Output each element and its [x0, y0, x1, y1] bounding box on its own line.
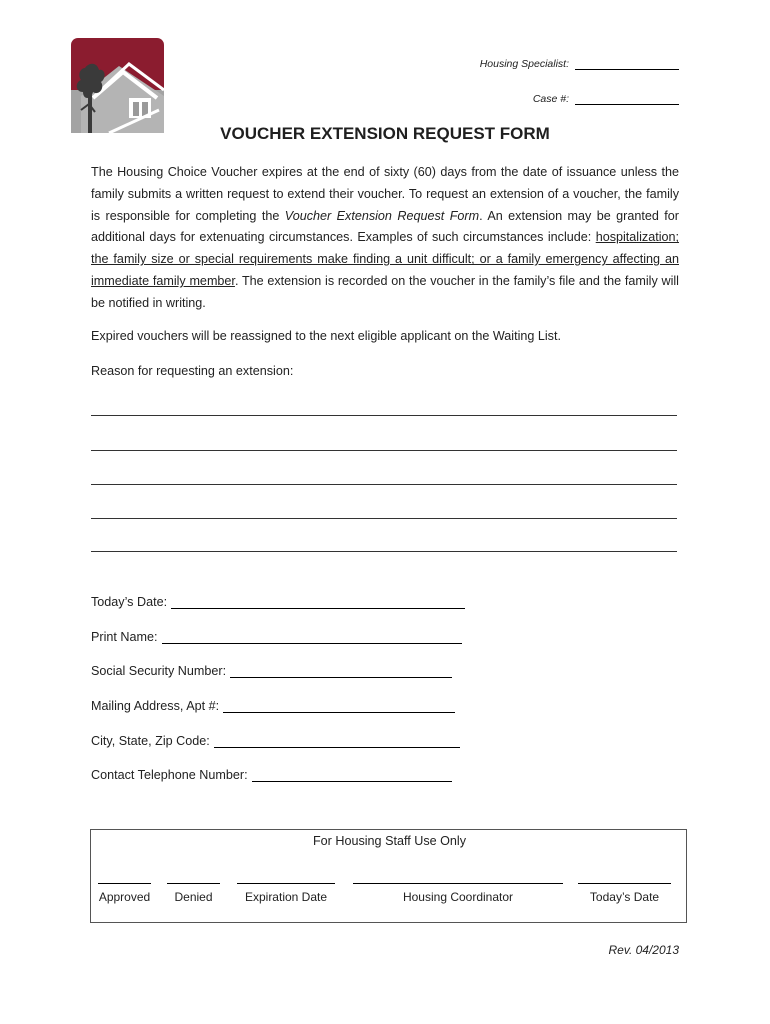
print-name-line[interactable] [162, 629, 462, 644]
intro-text-3: . The extension is recorded on the voucher in the family’s file and the family will be notified in writing. [91, 273, 679, 310]
city-state-zip-field [91, 733, 460, 748]
todays-date-field [91, 594, 465, 609]
contact-phone-line[interactable] [252, 767, 452, 782]
expired-vouchers-note: Expired vouchers will be reassigned to the next eligible applicant on the Waiting List. [91, 329, 561, 343]
intro-text-2: . An extension may be granted for additional days for extenuating circumstances. Examples of such circumstances include: [91, 208, 680, 245]
denied-line[interactable] [167, 883, 220, 884]
reason-line-4[interactable] [91, 518, 677, 519]
reason-line-5[interactable] [91, 551, 677, 552]
house-tree-logo-icon [71, 38, 164, 133]
form-name-text: Voucher Extension Request Form [284, 208, 480, 223]
housing-specialist-line[interactable] [575, 57, 679, 70]
circumstances-examples: hospitalization; the family size or special requirements make finding a unit difficult; or a family emergency affecting an immediate family member [91, 230, 679, 288]
approved-line[interactable] [98, 883, 151, 884]
housing-specialist-field [480, 57, 679, 70]
todays-date-line[interactable] [171, 594, 465, 609]
contact-phone-label: Contact Telephone Number: [91, 768, 248, 782]
mailing-address-field [91, 698, 455, 713]
housing-coordinator-label: Housing Coordinator [402, 890, 514, 904]
print-name-label: Print Name: [91, 630, 158, 644]
reason-line-3[interactable] [91, 484, 677, 485]
housing-coordinator-line[interactable] [353, 883, 563, 884]
contact-phone-field [91, 767, 452, 782]
city-state-zip-line[interactable] [214, 733, 460, 748]
case-number-field [533, 92, 679, 105]
intro-paragraph [91, 162, 679, 315]
form-title: VOUCHER EXTENSION REQUEST FORM [220, 124, 550, 143]
expiration-date-line[interactable] [237, 883, 335, 884]
ssn-field [91, 663, 452, 678]
city-state-zip-label: City, State, Zip Code: [91, 734, 210, 748]
housing-specialist-label: Housing Specialist: [479, 58, 569, 70]
mailing-address-label: Mailing Address, Apt #: [91, 699, 220, 713]
ssn-line[interactable] [230, 663, 452, 678]
staff-use-box [90, 829, 687, 923]
intro-text-1: The Housing Choice Voucher expires at the end of sixty (60) days from the date of issuance unless the family submits a written request to extend their voucher. To request an extension of a voucher, the family is responsible for completing the [91, 165, 679, 223]
staff-use-title: For Housing Staff Use Only [312, 834, 467, 848]
case-number-line[interactable] [575, 92, 679, 105]
reason-line-2[interactable] [91, 450, 677, 451]
reason-line-1[interactable] [91, 415, 677, 416]
todays-date-label: Today’s Date: [91, 595, 168, 609]
reason-label: Reason for requesting an extension: [91, 364, 294, 378]
mailing-address-line[interactable] [223, 698, 455, 713]
staff-todays-date-label: Today’s Date [589, 890, 660, 904]
print-name-field [91, 629, 462, 644]
expiration-date-label: Expiration Date [244, 890, 328, 904]
staff-todays-date-line[interactable] [578, 883, 671, 884]
revision-label: Rev. 04/2013 [608, 943, 679, 957]
case-number-label: Case #: [532, 93, 569, 105]
approved-label: Approved [98, 890, 151, 904]
denied-label: Denied [174, 890, 213, 904]
ssn-label: Social Security Number: [91, 664, 227, 678]
